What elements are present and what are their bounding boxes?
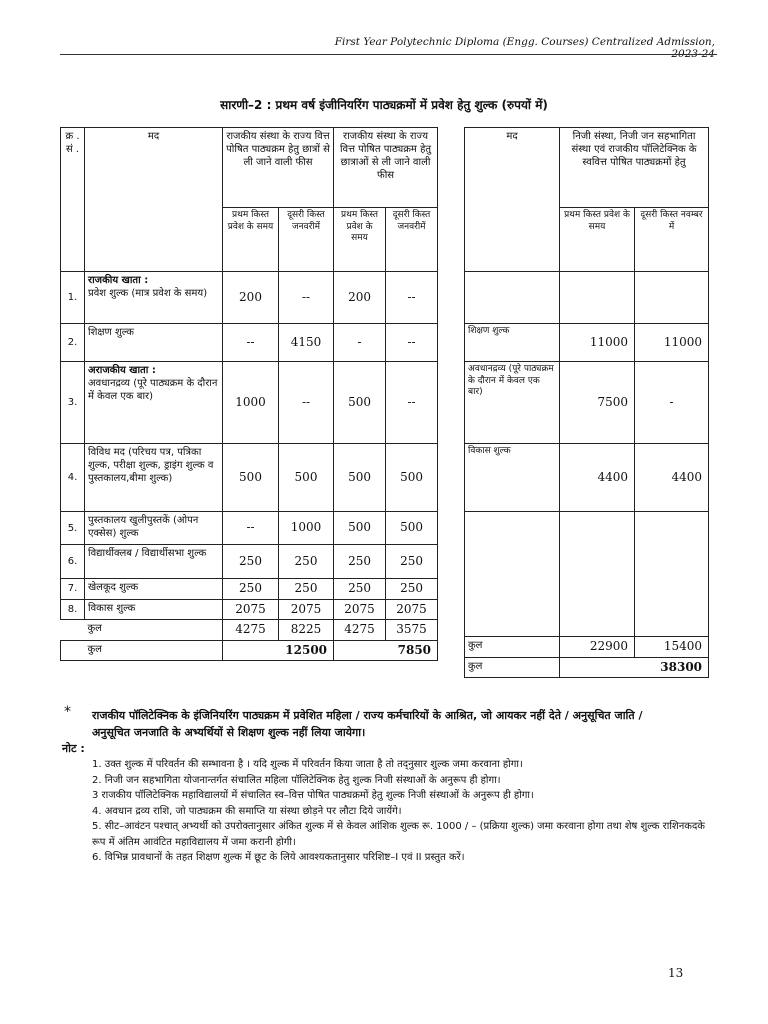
footnote-text: राजकीय पॉलिटेक्निक के इंजिनियरिंग पाठ्यक्रम में प्रवेशित महिला / राज्य कर्मचारियों के आश्रित, जो आयकर नहीं देते / अनुसूचित जाति / अनुसूचित जनजाति के अभ्यर्थियों से शिक्षण शुल्क नहीं लिया जायेगा। — [92, 709, 643, 740]
cell-a1: -- — [223, 324, 279, 362]
row-sn: 7. — [61, 579, 85, 600]
row-item-text: अवधानद्रव्य (पूरे पाठ्यक्रम के दौरान में केवल एक बार) — [88, 378, 218, 402]
table-row — [465, 444, 709, 512]
table-row — [61, 444, 438, 512]
sub-second-a: दूसरी किस्त जनवरीमें — [279, 208, 334, 272]
subtotal-label: कुल — [465, 637, 560, 658]
table-row — [61, 579, 438, 600]
total-label: कुल — [85, 640, 223, 661]
total-row — [61, 640, 438, 661]
cell-a2: -- — [279, 362, 334, 444]
table-row — [61, 599, 438, 620]
cell-b2: -- — [386, 272, 438, 324]
cell-a2: 4150 — [279, 324, 334, 362]
row-sn: 6. — [61, 545, 85, 579]
col-item-header: मद — [465, 128, 560, 272]
cell-c1: 11000 — [560, 324, 635, 362]
subtotal-a1: 4275 — [223, 620, 279, 641]
total-row — [465, 657, 709, 678]
notes-list — [92, 757, 712, 866]
cell-a1: 2075 — [223, 599, 279, 620]
total-label: कुल — [465, 657, 560, 678]
cell-b1: 250 — [334, 545, 386, 579]
note-item: 1. उक्त शुल्क में परिवर्तन की सम्भावना है । यदि शुल्क में परिवर्तन किया जाता है तो तद्नुसार शुल्क जमा करवाना होगा। — [92, 759, 523, 770]
note-item: 6. विभिन्न प्रावधानों के तहत शिक्षण शुल्क में छूट के लिये आवश्यकतानुसार परिशिष्ट–I एवं II प्रस्तुत करें। — [92, 852, 465, 863]
cell-c1: 7500 — [560, 362, 635, 444]
table-row — [61, 362, 438, 444]
cell-b2: -- — [386, 362, 438, 444]
col-item-header: मद — [85, 128, 223, 272]
col-sn-header: क्र . सं . — [61, 128, 85, 272]
cell-c2: 11000 — [635, 324, 709, 362]
subtotal-a2: 8225 — [279, 620, 334, 641]
government-fee-table — [60, 127, 438, 661]
sub-second: दूसरी किस्त नवम्बर में — [635, 208, 709, 272]
row-item: विकास शुल्क — [85, 599, 223, 620]
note-item: 2. निजी जन सहभागिता योजनान्तर्गत संचालित महिला पॉलिटेक्निक हेतु शुल्क निजी संस्थाओं के अनुरूप ही होगा। — [92, 774, 501, 786]
row-item — [85, 362, 223, 444]
row-item: विद्यार्थीक्लब / विद्यार्थीसभा शुल्क — [85, 545, 223, 579]
col-group-b-header: राजकीय संस्था के राज्य वित्त पोषित पाठ्यक्रम हेतु छात्राओं से ली जाने वाली फीस — [334, 128, 438, 208]
sub-first: प्रथम किस्त प्रवेश के समय — [560, 208, 635, 272]
cell-b1: 500 — [334, 362, 386, 444]
table-row — [465, 362, 709, 444]
cell-b2: 2075 — [386, 599, 438, 620]
cell-b2: -- — [386, 324, 438, 362]
cell-b2: 500 — [386, 512, 438, 545]
subtotal-b1: 4275 — [334, 620, 386, 641]
row-item: अवधानद्रव्य (पूरे पाठ्यक्रम के दौरान में केवल एक बार) — [465, 362, 560, 444]
total-a: 12500 — [223, 640, 334, 661]
footnote-star: * — [64, 704, 71, 720]
note-item: 4. अवधान द्रव्य राशि, जो पाठ्यक्रम की समाप्ति या संस्था छोड़ने पर लौटा दिये जायेंगे। — [92, 805, 402, 817]
subtotal-row — [61, 620, 438, 641]
row-item-text: प्रवेश शुल्क (मात्र प्रवेश के समय) — [88, 288, 208, 299]
row-sn: 4. — [61, 444, 85, 512]
subtotal-c1: 22900 — [560, 637, 635, 658]
row-item: शिक्षण शुल्क — [85, 324, 223, 362]
row-sn: 2. — [61, 324, 85, 362]
row-item: पुस्तकालय खुलीपुस्तकें (ओपन एक्सेस) शुल्क — [85, 512, 223, 545]
cell-b1: - — [334, 324, 386, 362]
cell-b1: 500 — [334, 444, 386, 512]
subtotal-row — [465, 637, 709, 658]
subtotal-b2: 3575 — [386, 620, 438, 641]
note-item: 3 राजकीय पॉलिटेक्निक महाविद्यालयों में संचालित स्व–वित्त पोषित पाठ्यक्रमों हेतु शुल्क निजी संस्थाओं के अनुरूप ही होगा। — [92, 790, 534, 801]
table-row — [61, 272, 438, 324]
cell-b1: 200 — [334, 272, 386, 324]
private-fee-table — [464, 127, 709, 678]
sub-first-a: प्रथम किस्त प्रवेश के समय — [223, 208, 279, 272]
row-sn: 8. — [61, 599, 85, 620]
row-item: खेलकूद शुल्क — [85, 579, 223, 600]
cell-a2: 500 — [279, 444, 334, 512]
header-rule — [60, 54, 717, 55]
cell-a1: 250 — [223, 579, 279, 600]
section-head: अराजकीय खाता : — [88, 365, 156, 376]
row-sn: 5. — [61, 512, 85, 545]
sub-second-b: दूसरी किस्त जनवरीमें — [386, 208, 438, 272]
table-row — [465, 324, 709, 362]
total-b: 7850 — [334, 640, 438, 661]
sub-first-b: प्रथम किस्त प्रवेश के समय — [334, 208, 386, 272]
table-row — [61, 512, 438, 545]
row-sn: 3. — [61, 362, 85, 444]
empty-block — [465, 512, 709, 637]
cell-a1: 500 — [223, 444, 279, 512]
page-header: First Year Polytechnic Diploma (Engg. Courses) Centralized Admission, 2023-24 — [334, 36, 715, 60]
row-item: विकास शुल्क — [465, 444, 560, 512]
row-item: विविध मद (परिचय पत्र, पत्रिका शुल्क, परीक्षा शुल्क, ड्राइंग शुल्क व पुस्तकालय,बीमा शुल्क) — [85, 444, 223, 512]
cell-a2: -- — [279, 272, 334, 324]
cell-a2: 250 — [279, 545, 334, 579]
cell-a1: -- — [223, 512, 279, 545]
total-c: 38300 — [560, 657, 709, 678]
table-title: सारणी–2 : प्रथम वर्ष इंजीनियरिंग पाठ्यक्रमों में प्रवेश हेतु शुल्क (रुपयों में) — [220, 98, 548, 112]
table-row — [465, 272, 709, 324]
cell-a2: 250 — [279, 579, 334, 600]
cell-a1: 250 — [223, 545, 279, 579]
row-item — [85, 272, 223, 324]
table-row — [61, 545, 438, 579]
cell-a2: 2075 — [279, 599, 334, 620]
cell-b1: 500 — [334, 512, 386, 545]
cell-b2: 250 — [386, 545, 438, 579]
table-row — [61, 324, 438, 362]
cell-c2: - — [635, 362, 709, 444]
page-number: 13 — [668, 966, 684, 980]
col-group-a-header: राजकीय संस्था के राज्य वित्त पोषित पाठ्यक्रम हेतु छात्रों से ली जाने वाली फीस — [223, 128, 334, 208]
cell-a1: 200 — [223, 272, 279, 324]
cell-c2: 4400 — [635, 444, 709, 512]
cell-a2: 1000 — [279, 512, 334, 545]
cell-b1: 2075 — [334, 599, 386, 620]
section-head: राजकीय खाता : — [88, 275, 149, 286]
cell-c1: 4400 — [560, 444, 635, 512]
row-item: शिक्षण शुल्क — [465, 324, 560, 362]
subtotal-c2: 15400 — [635, 637, 709, 658]
cell-b1: 250 — [334, 579, 386, 600]
note-item: 5. सीट–आवंटन पश्चात् अभ्यर्थी को उपरोक्तानुसार अंकित शुल्क में से केवल आंशिक शुल्क रू. 1000 / – (प्रक्रिया शुल्क) जमा करवाना होगा तथा शेष शुल्क राशिनकदके रूप में अंतिम आवंटित महाविद्यालय में जमा करानी होगी। — [92, 821, 705, 848]
subtotal-label: कुल — [85, 620, 223, 641]
note-label: नोट : — [62, 742, 85, 755]
cell-a1: 1000 — [223, 362, 279, 444]
cell-b2: 500 — [386, 444, 438, 512]
col-group-header: निजी संस्था, निजी जन सहभागिता संस्था एवं राजकीय पॉलिटेक्निक के स्ववित्त पोषित पाठ्यक्रमों हेतु — [560, 128, 709, 208]
row-sn: 1. — [61, 272, 85, 324]
cell-b2: 250 — [386, 579, 438, 600]
